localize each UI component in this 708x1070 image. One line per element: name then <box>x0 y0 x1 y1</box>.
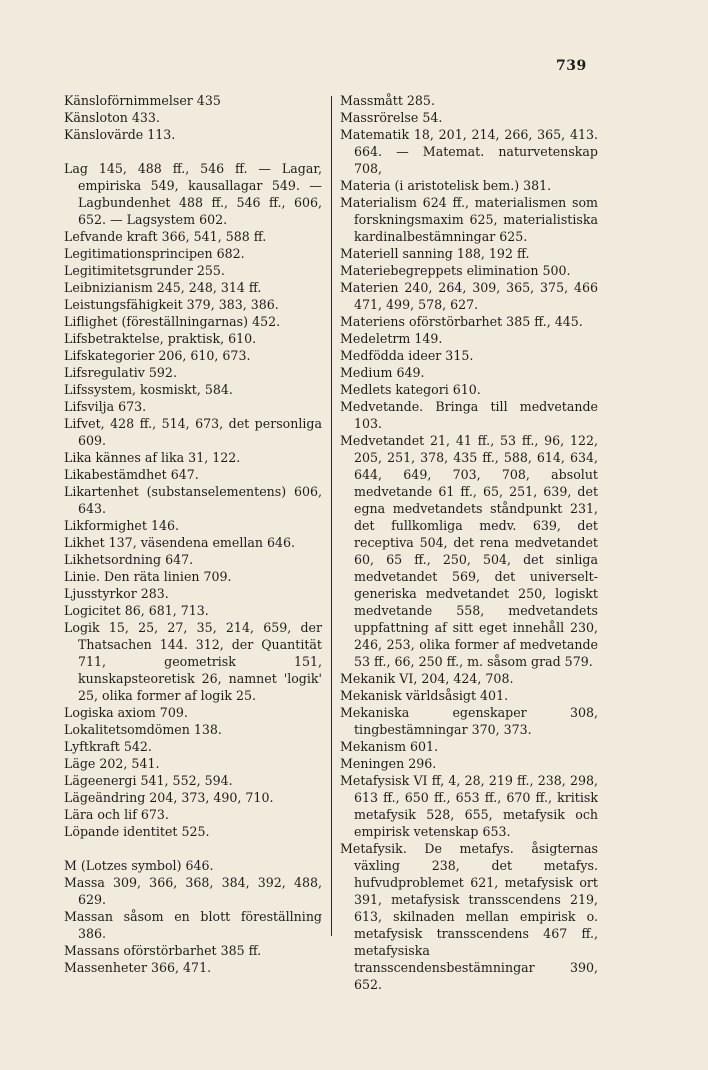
index-entry: Legitimitetsgrunder 255. <box>64 263 225 278</box>
index-entry: Lägeenergi 541, 552, 594. <box>64 773 233 788</box>
index-entry: Mekanism 601. <box>340 739 439 754</box>
index-entry: Lyftkraft 542. <box>64 739 152 754</box>
index-entry: Lära och lif 673. <box>64 807 169 822</box>
index-entry: Känsloförnimmelser 435 <box>64 93 221 108</box>
index-entry: Medeletrm 149. <box>340 331 443 346</box>
column-divider <box>331 96 332 936</box>
index-entry: Linie. Den räta linien 709. <box>64 569 232 584</box>
index-entry: Massa 309, 366, 368, 384, 392, 488, 629. <box>64 875 322 907</box>
index-entry: Legitimationsprincipen 682. <box>64 246 245 261</box>
index-entry: Massrörelse 54. <box>340 110 443 125</box>
index-entry: Lag 145, 488 ff., 546 ff. — Lagar, empiriska 549, kausallagar 549. — Lagbundenhet 488 ff., 546 ff., 606, 652. — Lagsystem 602. <box>64 161 322 227</box>
index-entry: Materialism 624 ff., materialismen som forskningsmaxim 625, materialistiska kardinalbestämningar 625. <box>340 195 598 244</box>
index-entry: Läge 202, 541. <box>64 756 160 771</box>
index-entry: Mekaniska egenskaper 308, tingbestämningar 370, 373. <box>340 705 598 737</box>
index-entry: Materia (i aristotelisk bem.) 381. <box>340 178 552 193</box>
index-entry: Likartenhet (substanselementens) 606, 643. <box>64 484 322 516</box>
index-entry: Materiens oförstörbarhet 385 ff., 445. <box>340 314 583 329</box>
index-entry: M (Lotzes symbol) 646. <box>64 858 214 873</box>
index-entry: Lifsregulativ 592. <box>64 365 177 380</box>
index-entry: Löpande identitet 525. <box>64 824 210 839</box>
index-column-right <box>340 92 598 993</box>
index-entry: Medium 649. <box>340 365 425 380</box>
index-entry: Medvetandet 21, 41 ff., 53 ff., 96, 122, 205, 251, 378, 435 ff., 588, 614, 634, 644, 649, 703, 708, absolut medvetande 61 ff., 65, 251, 639, det egna medvetandets ståndpunkt 231, det fullkomliga medv. 639, det receptiva 504, det rena medvetandet 60, 65 ff., 250, 504, det sinliga medvetandet 569, det universelt-generiska medvetandet 250, logiskt medvetande 558, medvetandets uppfattning af sitt eget innehåll 230, 246, 253, olika former af medvetande 53 ff., 66, 250 ff., m. såsom grad 579. <box>340 433 598 669</box>
index-entry: Lifsvilja 673. <box>64 399 147 414</box>
index-entry: Mekanik VI, 204, 424, 708. <box>340 671 514 686</box>
index-entry: Leistungsfähigkeit 379, 383, 386. <box>64 297 279 312</box>
index-entry: Logiska axiom 709. <box>64 705 188 720</box>
index-entry: Lokalitetsomdömen 138. <box>64 722 222 737</box>
index-entry: Medlets kategori 610. <box>340 382 481 397</box>
index-entry: Lefvande kraft 366, 541, 588 ff. <box>64 229 267 244</box>
index-entry: Leibnizianism 245, 248, 314 ff. <box>64 280 262 295</box>
index-entry: Massans oförstörbarhet 385 ff. <box>64 943 262 958</box>
index-entry: Lifsbetraktelse, praktisk, 610. <box>64 331 257 346</box>
index-entry: Medvetande. Bringa till medvetande 103. <box>340 399 598 431</box>
index-entry: Materiebegreppets elimination 500. <box>340 263 571 278</box>
index-entry: Ljusstyrkor 283. <box>64 586 169 601</box>
index-entry: Känslovärde 113. <box>64 127 176 142</box>
index-entry: Massenheter 366, 471. <box>64 960 212 975</box>
index-entry: Känsloton 433. <box>64 110 160 125</box>
index-entry: Likabestämdhet 647. <box>64 467 199 482</box>
index-entry: Massan såsom en blott föreställning 386. <box>64 909 322 941</box>
index-entry: Materien 240, 264, 309, 365, 375, 466 471, 499, 578, 627. <box>340 280 598 312</box>
index-entry: Lifssystem, kosmiskt, 584. <box>64 382 233 397</box>
index-entry: Lifvet, 428 ff., 514, 673, det personliga 609. <box>64 416 322 448</box>
index-entry: Lägeändring 204, 373, 490, 710. <box>64 790 274 805</box>
index-entry: Matematik 18, 201, 214, 266, 365, 413. 664. — Matemat. naturvetenskap 708, <box>340 127 598 176</box>
index-entry: Liflighet (föreställningarnas) 452. <box>64 314 281 329</box>
page-number: 739 <box>556 58 587 74</box>
index-entry: Lifskategorier 206, 610, 673. <box>64 348 251 363</box>
index-entry: Likhet 137, väsendena emellan 646. <box>64 535 296 550</box>
index-column-left <box>64 92 322 976</box>
index-entry: Likhetsordning 647. <box>64 552 194 567</box>
index-entry: Lika kännes af lika 31, 122. <box>64 450 241 465</box>
index-entry: Materiell sanning 188, 192 ff. <box>340 246 530 261</box>
index-entry: Massmått 285. <box>340 93 435 108</box>
index-entry: Logik 15, 25, 27, 35, 214, 659, der Thatsachen 144. 312, der Quantität 711, geometrisk 151, kunskapsteoretisk 26, namnet 'logik' 25, olika former af logik 25. <box>64 620 322 703</box>
index-entry: Metafysik. De metafys. åsigternas växling 238, det metafys. hufvudproblemet 621, metafysisk ort 391, metafysisk transscendens 219, 613, skilnaden mellan empirisk o. metafysisk transscendens 467 ff., metafysiska transscendensbestämningar 390, 652. <box>340 841 598 992</box>
index-entry: Mekanisk världsåsigt 401. <box>340 688 509 703</box>
index-entry: Metafysisk VI ff, 4, 28, 219 ff., 238, 298, 613 ff., 650 ff., 653 ff., 670 ff., kritisk metafysik 528, 655, metafysik och empirisk vetenskap 653. <box>340 773 598 839</box>
index-entry: Logicitet 86, 681, 713. <box>64 603 209 618</box>
index-entry: Likformighet 146. <box>64 518 179 533</box>
index-entry: Meningen 296. <box>340 756 437 771</box>
index-entry: Medfödda ideer 315. <box>340 348 474 363</box>
